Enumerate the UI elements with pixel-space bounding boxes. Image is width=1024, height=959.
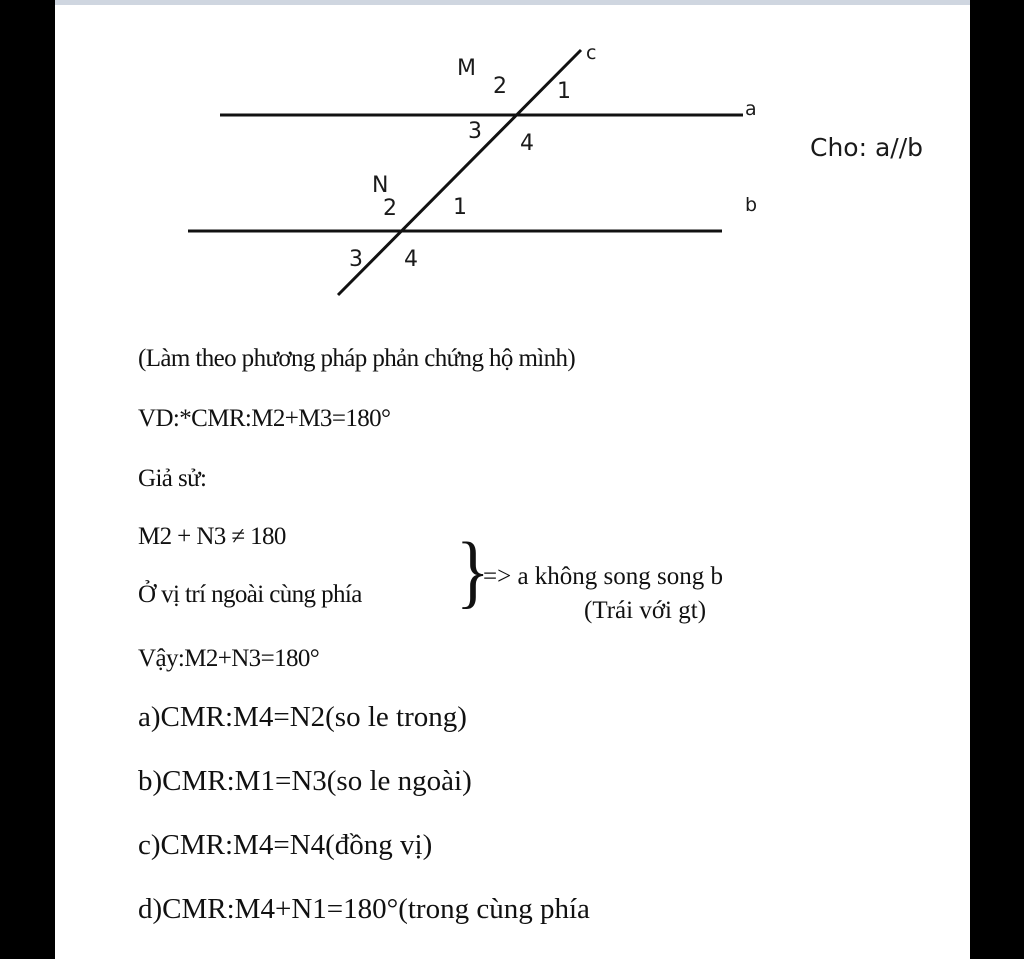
document-page (55, 0, 970, 959)
question-d: d)CMR:M4+N1=180°(trong cùng phía (138, 893, 590, 925)
condition-1: M2 + N3 ≠ 180 (138, 523, 286, 550)
given-statement: Cho: a//b (810, 133, 924, 162)
angle-m2: 2 (493, 74, 507, 99)
condition-2: Ở vị trí ngoài cùng phía (138, 581, 362, 608)
label-line-c: c (586, 42, 597, 64)
angle-m4: 4 (520, 131, 534, 156)
contradiction-note: (Trái với gt) (584, 597, 707, 624)
question-c: c)CMR:M4=N4(đồng vị) (138, 829, 433, 861)
angle-n2: 2 (383, 196, 397, 221)
angle-n1: 1 (453, 195, 467, 220)
label-point-m: M (457, 56, 476, 81)
question-b: b)CMR:M1=N3(so le ngoài) (138, 765, 472, 797)
label-line-b: b (745, 194, 758, 216)
question-a: a)CMR:M4=N2(so le trong) (138, 701, 467, 733)
curly-brace: } (455, 525, 490, 616)
angle-m1: 1 (557, 79, 571, 104)
angle-n4: 4 (404, 247, 418, 272)
label-point-n: N (372, 173, 389, 198)
method-note: (Làm theo phương pháp phản chứng hộ mình) (138, 345, 576, 372)
assumption-heading: Giả sử: (138, 465, 207, 492)
angle-m3: 3 (468, 119, 482, 144)
angle-n3: 3 (349, 247, 363, 272)
implication: => a không song song b (483, 563, 724, 590)
example-statement: VD:*CMR:M2+M3=180° (138, 405, 391, 432)
therefore-statement: Vậy:M2+N3=180° (138, 645, 320, 672)
label-line-a: a (745, 98, 757, 120)
